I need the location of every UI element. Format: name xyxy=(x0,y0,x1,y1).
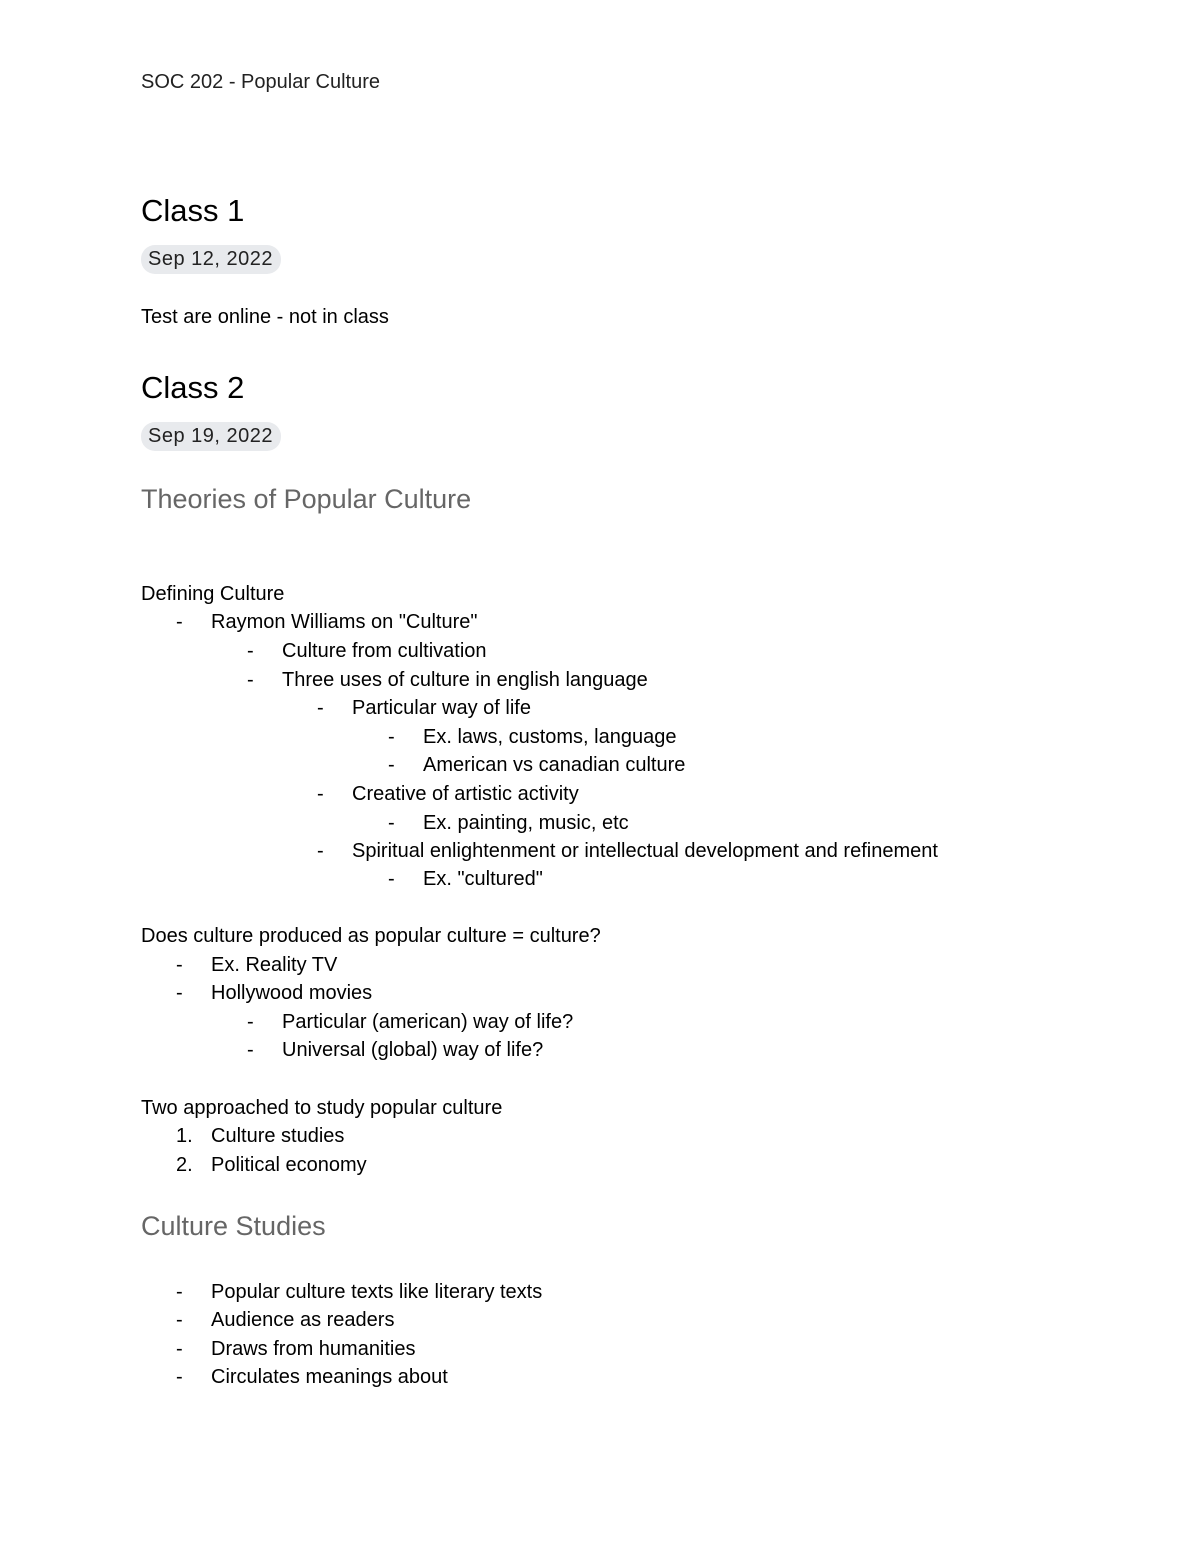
list-marker: - xyxy=(317,783,324,805)
section-title-culture-studies: Culture Studies xyxy=(141,1211,326,1241)
list-item-text: Spiritual enlightenment or intellectual development and refinement xyxy=(352,840,938,862)
class-2-heading: Class 2 xyxy=(141,370,245,405)
list-item-text: Circulates meanings about xyxy=(211,1366,448,1388)
class-2-date-chip[interactable]: Sep 19, 2022 xyxy=(141,422,281,451)
list-marker: - xyxy=(388,726,395,748)
section-title-theories: Theories of Popular Culture xyxy=(141,484,472,514)
list-marker: - xyxy=(176,982,183,1004)
approaches-title: Two approached to study popular culture xyxy=(141,1097,503,1119)
list-item-text: Audience as readers xyxy=(211,1309,395,1331)
class-1-heading: Class 1 xyxy=(141,193,245,228)
list-item-text: Political economy xyxy=(211,1154,367,1176)
list-item-text: American vs canadian culture xyxy=(423,754,686,776)
list-item-text: Ex. laws, customs, language xyxy=(423,726,677,748)
list-marker: - xyxy=(317,697,324,719)
list-marker: - xyxy=(317,840,324,862)
list-marker: - xyxy=(176,954,183,976)
class-1-date-chip[interactable]: Sep 12, 2022 xyxy=(141,245,281,274)
list-item-text: Particular (american) way of life? xyxy=(282,1011,574,1033)
list-item-text: Draws from humanities xyxy=(211,1338,416,1360)
list-item-text: Particular way of life xyxy=(352,697,531,719)
list-marker: - xyxy=(176,611,183,633)
list-item-text: Ex. "cultured" xyxy=(423,868,543,890)
list-marker: 2. xyxy=(176,1154,193,1176)
list-item-text: Ex. Reality TV xyxy=(211,954,338,976)
list-item-text: Raymon Williams on "Culture" xyxy=(211,611,478,633)
list-item-text: Universal (global) way of life? xyxy=(282,1039,544,1061)
question-title: Does culture produced as popular culture = culture? xyxy=(141,925,601,947)
list-marker: - xyxy=(388,754,395,776)
list-item-text: Three uses of culture in english language xyxy=(282,669,648,691)
list-marker: - xyxy=(388,812,395,834)
list-marker: - xyxy=(176,1281,183,1303)
list-marker: - xyxy=(247,669,254,691)
list-marker: - xyxy=(247,640,254,662)
list-marker: 1. xyxy=(176,1125,193,1147)
list-item-text: Culture studies xyxy=(211,1125,345,1147)
list-marker: - xyxy=(247,1039,254,1061)
list-marker: - xyxy=(176,1366,183,1388)
list-marker: - xyxy=(247,1011,254,1033)
list-item-text: Hollywood movies xyxy=(211,982,373,1004)
list-marker: - xyxy=(176,1338,183,1360)
list-item-text: Creative of artistic activity xyxy=(352,783,579,805)
class-1-note: Test are online - not in class xyxy=(141,306,389,328)
list-marker: - xyxy=(388,868,395,890)
defining-culture-title: Defining Culture xyxy=(141,583,285,605)
list-item-text: Ex. painting, music, etc xyxy=(423,812,629,834)
document-header: SOC 202 - Popular Culture xyxy=(141,71,381,93)
list-marker: - xyxy=(176,1309,183,1331)
list-item-text: Culture from cultivation xyxy=(282,640,487,662)
list-item-text: Popular culture texts like literary texts xyxy=(211,1281,543,1303)
